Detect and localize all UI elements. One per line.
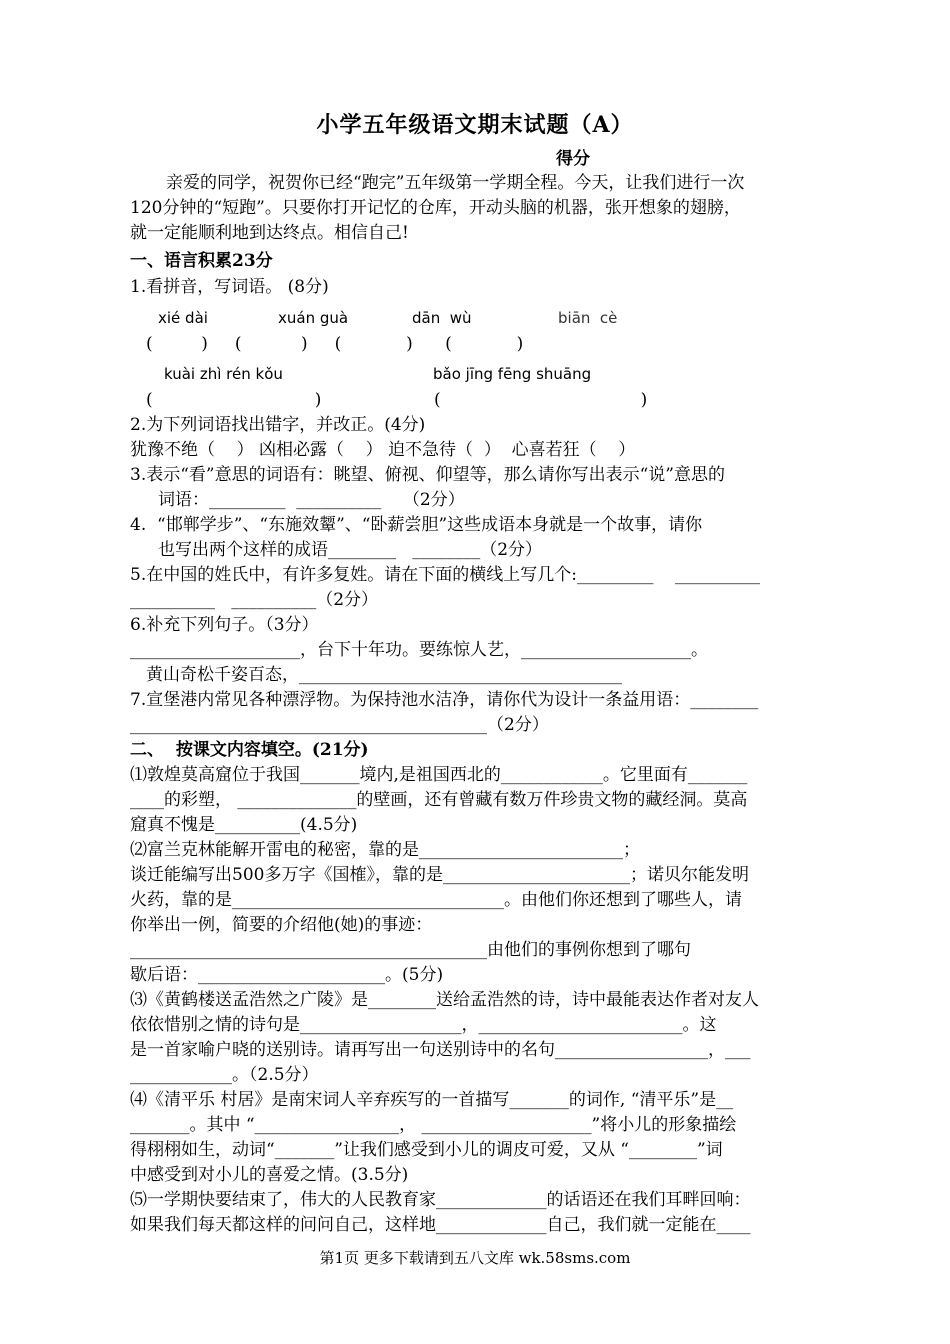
answer-blank[interactable]: ( ) [146, 390, 322, 410]
fill-line[interactable]: ____的彩塑， ______________的壁画，还有曾藏有数万件珍贵文物的藏经洞。莫高 [130, 790, 748, 810]
page-footer: 第1页 更多下载请到五八文库 wk.58sms.com [319, 1249, 631, 1267]
pinyin: dān wù [412, 309, 472, 327]
fill-line[interactable]: ⑴敦煌莫高窟位于我国_______境内,是祖国西北的____________。它里面有_______ [130, 765, 748, 785]
fill-line[interactable]: 得栩栩如生，动词“_______”让我们感受到小儿的调皮可爱，又从 “________”词 [130, 1140, 723, 1160]
fill-line[interactable]: _______。其中 “_________________， ____________________”将小儿的形象描绘 [130, 1115, 737, 1135]
score-label: 得分 [556, 149, 590, 169]
pinyin: biān cè [558, 309, 618, 327]
fill-line[interactable]: 歇后语：______________________。(5分) [130, 965, 444, 985]
answer-line[interactable]: __________ __________（2分） [130, 590, 379, 610]
intro-line: 120分钟的“短跑”。只要你打开记忆的仓库，开动头脑的机器，张开想象的翅膀， [130, 198, 741, 218]
answer-line[interactable]: 词语：_________ __________ （2分） [158, 490, 465, 510]
page-title: 小学五年级语文期末试题（A） [316, 112, 634, 138]
section-heading: 一、语言积累23分 [130, 251, 273, 271]
pinyin: kuài zhì rén kǒu [164, 365, 283, 383]
question-stem: 4. “邯郸学步”、“东施效颦”、“卧薪尝胆”这些成语本身就是一个故事，请你 [130, 515, 703, 535]
question-stem[interactable]: 7.宣堡港内常见各种漂浮物。为保持池水洁净，请你代为设计一条益用语：________ [130, 690, 759, 710]
question-stem: 2.为下列词语找出错字，并改正。(4分) [130, 415, 426, 435]
question-stem: 6.补充下列句子。（3分） [130, 615, 319, 635]
fill-line[interactable]: ⑸一学期快要结束了，伟大的人民教育家_____________的话语还在我们耳畔回响： [130, 1190, 751, 1210]
fill-line[interactable]: 如果我们每天都这样的问问自己，这样地_____________自己，我们就一定能在____ [130, 1215, 751, 1235]
section-heading: 二、 按课文内容填空。(21分) [130, 740, 369, 760]
question-stem: 1.看拼音，写词语。 (8分) [130, 277, 329, 297]
fill-line: 中感受到对小儿的喜爱之情。(3.5分) [130, 1165, 409, 1185]
pinyin: bǎo jīng fēng shuāng [433, 365, 592, 383]
answer-blank[interactable]: ( ) [434, 390, 648, 410]
fill-line[interactable]: 火药，靠的是________________________________。由他们你还想到了哪些人，请 [130, 890, 742, 910]
intro-line: 就一定能顺利地到达终点。相信自己! [130, 223, 409, 243]
intro-line: 亲爱的同学，祝贺你已经“跑完”五年级第一学期全程。今天，让我们进行一次 [166, 173, 745, 193]
fill-line[interactable]: ⑵富兰克林能解开雷电的秘密，靠的是________________________； [130, 840, 640, 860]
fill-line[interactable]: ⑶《黄鹤楼送孟浩然之广陵》是________送给孟浩然的诗，诗中最能表达作者对友人 [130, 990, 759, 1010]
question-stem: 3.表示“看”意思的词语有：眺望、俯视、仰望等，那么请你写出表示“说”意思的 [130, 465, 725, 485]
fill-line[interactable]: __________________________________________由他们的事例你想到了哪句 [130, 940, 691, 960]
question-items[interactable]: 犹豫不绝（ ） 凶相必露（ ） 迫不急待（ ） 心喜若狂（ ） [130, 440, 636, 460]
answer-line[interactable]: ____________________，台下十年功。要练惊人艺，____________________。 [130, 640, 708, 660]
fill-line[interactable]: 依依惜别之情的诗句是___________________，________________________。这 [130, 1015, 717, 1035]
fill-line[interactable]: ⑷《清平乐 村居》是南宋词人辛弃疾写的一首描写_______的词作, “清平乐”是__ [130, 1090, 734, 1110]
answer-line[interactable]: 也写出两个这样的成语________ ________（2分） [158, 540, 543, 560]
fill-line[interactable]: 谈迁能编写出500多万字《国榷》，靠的是______________________；诺贝尔能发明 [130, 865, 749, 885]
question-stem[interactable]: 5.在中国的姓氏中，有许多复姓。请在下面的横线上写几个:_________ __________ [130, 565, 761, 585]
answer-blanks[interactable]: ( ) ( ) ( ) ( ) [146, 334, 524, 354]
answer-line[interactable]: 黄山奇松千姿百态，______________________________________ [146, 665, 622, 685]
fill-line[interactable]: 窟真不愧是__________(4.5分) [130, 815, 358, 835]
answer-line[interactable]: __________________________________________（2分） [130, 715, 549, 735]
fill-line: 你举出一例，简要的介绍他(她)的事迹： [130, 915, 433, 935]
fill-line[interactable]: ____________。（2.5分） [130, 1065, 319, 1085]
pinyin: xuán guà [278, 309, 349, 327]
fill-line[interactable]: 是一首家喻户晓的送别诗。请再写出一句送别诗中的名句__________________，___ [130, 1040, 751, 1060]
pinyin: xié dài [158, 309, 208, 327]
